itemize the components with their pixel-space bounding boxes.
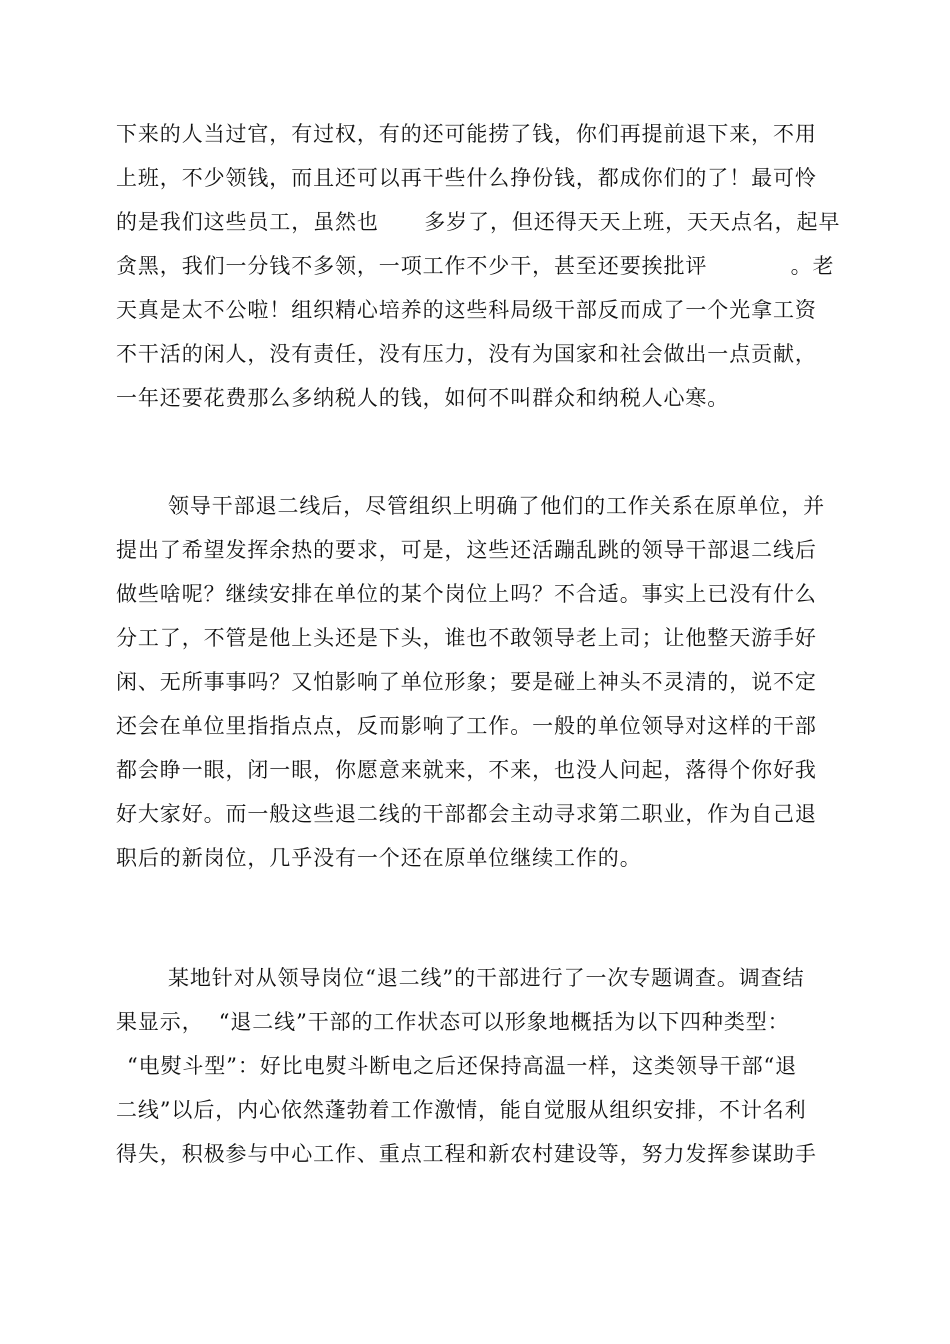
text-line: 贪黑，我们一分钱不多领，一项工作不少干，甚至还要挨批评 。老 (116, 254, 835, 278)
text-line: 下来的人当过官，有过权，有的还可能捞了钱，你们再提前退下来，不用 (116, 122, 817, 146)
text-line: 职后的新岗位，几乎没有一个还在原单位继续工作的。 (116, 846, 642, 870)
text-line: 分工了，不管是他上头还是下头，谁也不敢领导老上司；让他整天游手好 (116, 626, 817, 650)
paragraph-first-line: 某地针对从领导岗位“退二线”的干部进行了一次专题调查。调查结 (168, 966, 805, 990)
text-line: 不干活的闲人，没有责任，没有压力，没有为国家和社会做出一点贡献， (116, 342, 817, 366)
text-line: “电熨斗型”：好比电熨斗断电之后还保持高温一样，这类领导干部“退 (127, 1054, 798, 1078)
text-line: 提出了希望发挥余热的要求，可是，这些还活蹦乱跳的领导干部退二线后 (116, 538, 817, 562)
text-line: 做些啥呢？继续安排在单位的某个岗位上吗？不合适。事实上已没有什么 (116, 582, 817, 606)
text-line: 果显示， “退二线”干部的工作状态可以形象地概括为以下四种类型： (116, 1010, 790, 1034)
paragraph-first-line: 领导干部退二线后，尽管组织上明确了他们的工作关系在原单位，并 (168, 494, 825, 518)
text-line: 一年还要花费那么多纳税人的钱，如何不叫群众和纳税人心寒。 (116, 386, 730, 410)
text-line: 的是我们这些员工，虽然也 多岁了，但还得天天上班，天天点名，起早 (116, 210, 841, 234)
text-line: 都会睁一眼，闭一眼，你愿意来就来，不来，也没人问起，落得个你好我 (116, 758, 817, 782)
text-line: 天真是太不公啦！组织精心培养的这些科局级干部反而成了一个光拿工资 (116, 298, 817, 322)
text-line: 二线”以后，内心依然蓬勃着工作激情，能自觉服从组织安排，不计名利 (116, 1098, 807, 1122)
text-line: 上班，不少领钱，而且还可以再干些什么挣份钱，都成你们的了！最可怜 (116, 166, 817, 190)
text-line: 还会在单位里指指点点，反而影响了工作。一般的单位领导对这样的干部 (116, 714, 817, 738)
text-line: 闲、无所事事吗？又怕影响了单位形象；要是碰上神头不灵清的，说不定 (116, 670, 817, 694)
text-line: 得失，积极参与中心工作、重点工程和新农村建设等，努力发挥参谋助手 (116, 1142, 817, 1166)
text-line: 好大家好。而一般这些退二线的干部都会主动寻求第二职业，作为自己退 (116, 802, 817, 826)
